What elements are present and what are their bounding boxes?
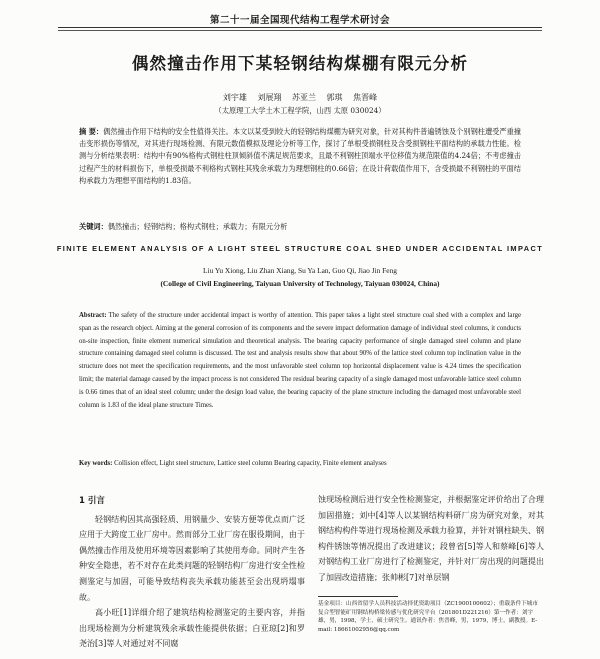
abstract-cn: [79, 126, 521, 187]
keywords-en-label: Key words:: [79, 460, 113, 467]
paper-title-en: FINITE ELEMENT ANALYSIS OF A LIGHT STEEL STRUCTURE COAL SHED UNDER ACCIDENTAL IMPACT: [56, 244, 544, 253]
abstract-en: [79, 310, 521, 412]
header-rule-top: [58, 27, 542, 28]
affiliation-en: (College of Civil Engineering, Taiyuan University of Technology, Taiyuan 030024, China): [160, 279, 440, 288]
keywords-cn-text: 偶然撞击；轻钢结构；格构式钢柱；承载力；有限元分析: [107, 222, 288, 231]
keywords-en-text: Collision effect, Light steel structure, Lattice steel column Bearing capacity, Finite element analyses: [114, 460, 387, 467]
authors-en: Liu Yu Xiong, Liu Zhan Xiang, Su Ya Lan, Guo Qi, Jiao Jin Feng: [203, 266, 397, 275]
abstract-cn-label: 摘 要：: [79, 127, 104, 136]
affiliation-cn: （太原理工大学土木工程学院，山西 太原 030024）: [214, 106, 386, 115]
section-heading-introduction: 1 引言: [79, 496, 105, 506]
keywords-cn-label: 关键词：: [79, 222, 108, 231]
abstract-en-text: The safety of the structure under accidental impact is worthy of attention. This paper takes a light steel structure coal shed with a complex and large span as the research object. Aiming at the general corrosion of its components and the severe impact deformation damage of individual steel columns, it conducts on-site inspection, finite element numerical simulation and theoretical analysis. The bearing capacity performance of single damaged steel column and plane structure containing damaged steel column is discussed. The test and analysis results show that about 90% of the lattice steel column top inclination value in the structure does not meet the specification requirements, and the most unfavorable steel column top horizontal displacement value is 4.24 times the specification limit; the material damage caused by the impact process is not considered The residual bearing capacity of a single damaged most unfavorable lattice steel column is 0.66 times that of an ideal steel column; under the design load value, the bearing capacity of the plane structure including the damaged most unfavorable steel column is 1.83 of the ideal plane structure Times.: [79, 312, 522, 409]
running-header: 第二十一届全国现代结构工程学术研讨会: [209, 15, 390, 26]
abstract-cn-text: 偶然撞击作用下结构的安全性值得关注。本文以某受到较大的轻钢结构煤棚为研究对象，针对其构件普遍锈蚀及个别钢柱遭受严重撞击变形损伤等情况，对其进行现场检测、有限元数值模拟及理论分析等工作，探讨了单根受损钢柱及含受损钢柱平面结构的承载力性能。检测与分析结果表明：结构中有90%格构式钢柱柱顶倾斜值不满足规范要求，且最不利钢柱顶端水平位移值为规范限值的4.24倍；不考虑撞击过程产生的材料损伤下，单根受损最不利格构式钢柱其残余承载力为理想钢柱的0.66倍；在设计荷载值作用下，含受损最不利钢柱的平面结构承载力为理想平面结构的1.83倍。: [79, 127, 521, 185]
body-column-right: [318, 492, 544, 586]
header-rule-bottom: [58, 30, 542, 31]
keywords-cn: [79, 222, 521, 232]
authors-cn: 刘宇雄 刘展翔 苏亚兰 郭琪 焦晋峰: [222, 93, 378, 102]
footnote: 基金项目：山西省留学人员科技活动择优资助项目（ZC1900100602）；重载条件下城市复合型智能矿用钢结构桥梁传感与优化研究平台（201801D221216）第一作者：刘宇雄，男，1998，学士，硕士研究生。通讯作者：焦晋峰，男，1979，博士，副教授。E-mail: 18661002956@qq.com: [318, 601, 538, 633]
abstract-en-label: Abstract:: [79, 312, 107, 319]
footnote-rule: [318, 596, 398, 597]
intro-paragraph-2: 高小旺[1]详细介绍了建筑结构检测鉴定的主要内容，并指出现场检测为分析建筑残余承载性能提供依据；白亚琼[2]和罗尧治[3]等人对通过对不同腐: [79, 608, 305, 649]
keywords-en: [79, 460, 521, 467]
intro-paragraph-1: 轻钢结构因其高强轻质、用钢量少、安装方便等优点而广泛应用于大跨度工业厂房中。然而部分工业厂房在服役期间，由于偶然撞击作用及使用环境等因素影响了其使用寿命。同时产生各种安全隐患，若不对存在此类问题的轻钢结构厂房进行安全性检测鉴定与加固，可能导致结构丧失承载功能甚至会出现坍塌事故。: [79, 514, 305, 602]
right-column-text: 蚀现场检测后进行安全性检测鉴定，并根据鉴定评价给出了合理加固措施；刘中[4]等人以某钢结构料研厂房为研究对象，对其钢结构构件等进行现场检测及承载力验算，并针对钢柱缺失、钢构件锈蚀等情况提出了改进建议；段曾省[5]等人和蔡峰[6]等人对钢结构工业厂房进行了检测鉴定，并针对厂房出现的问题提出了加固改造措施；张帅彬[7]对单层钢: [318, 495, 544, 582]
paper-title-cn: 偶然撞击作用下某轻钢结构煤棚有限元分析: [131, 54, 469, 73]
body-column-left: [79, 494, 305, 652]
